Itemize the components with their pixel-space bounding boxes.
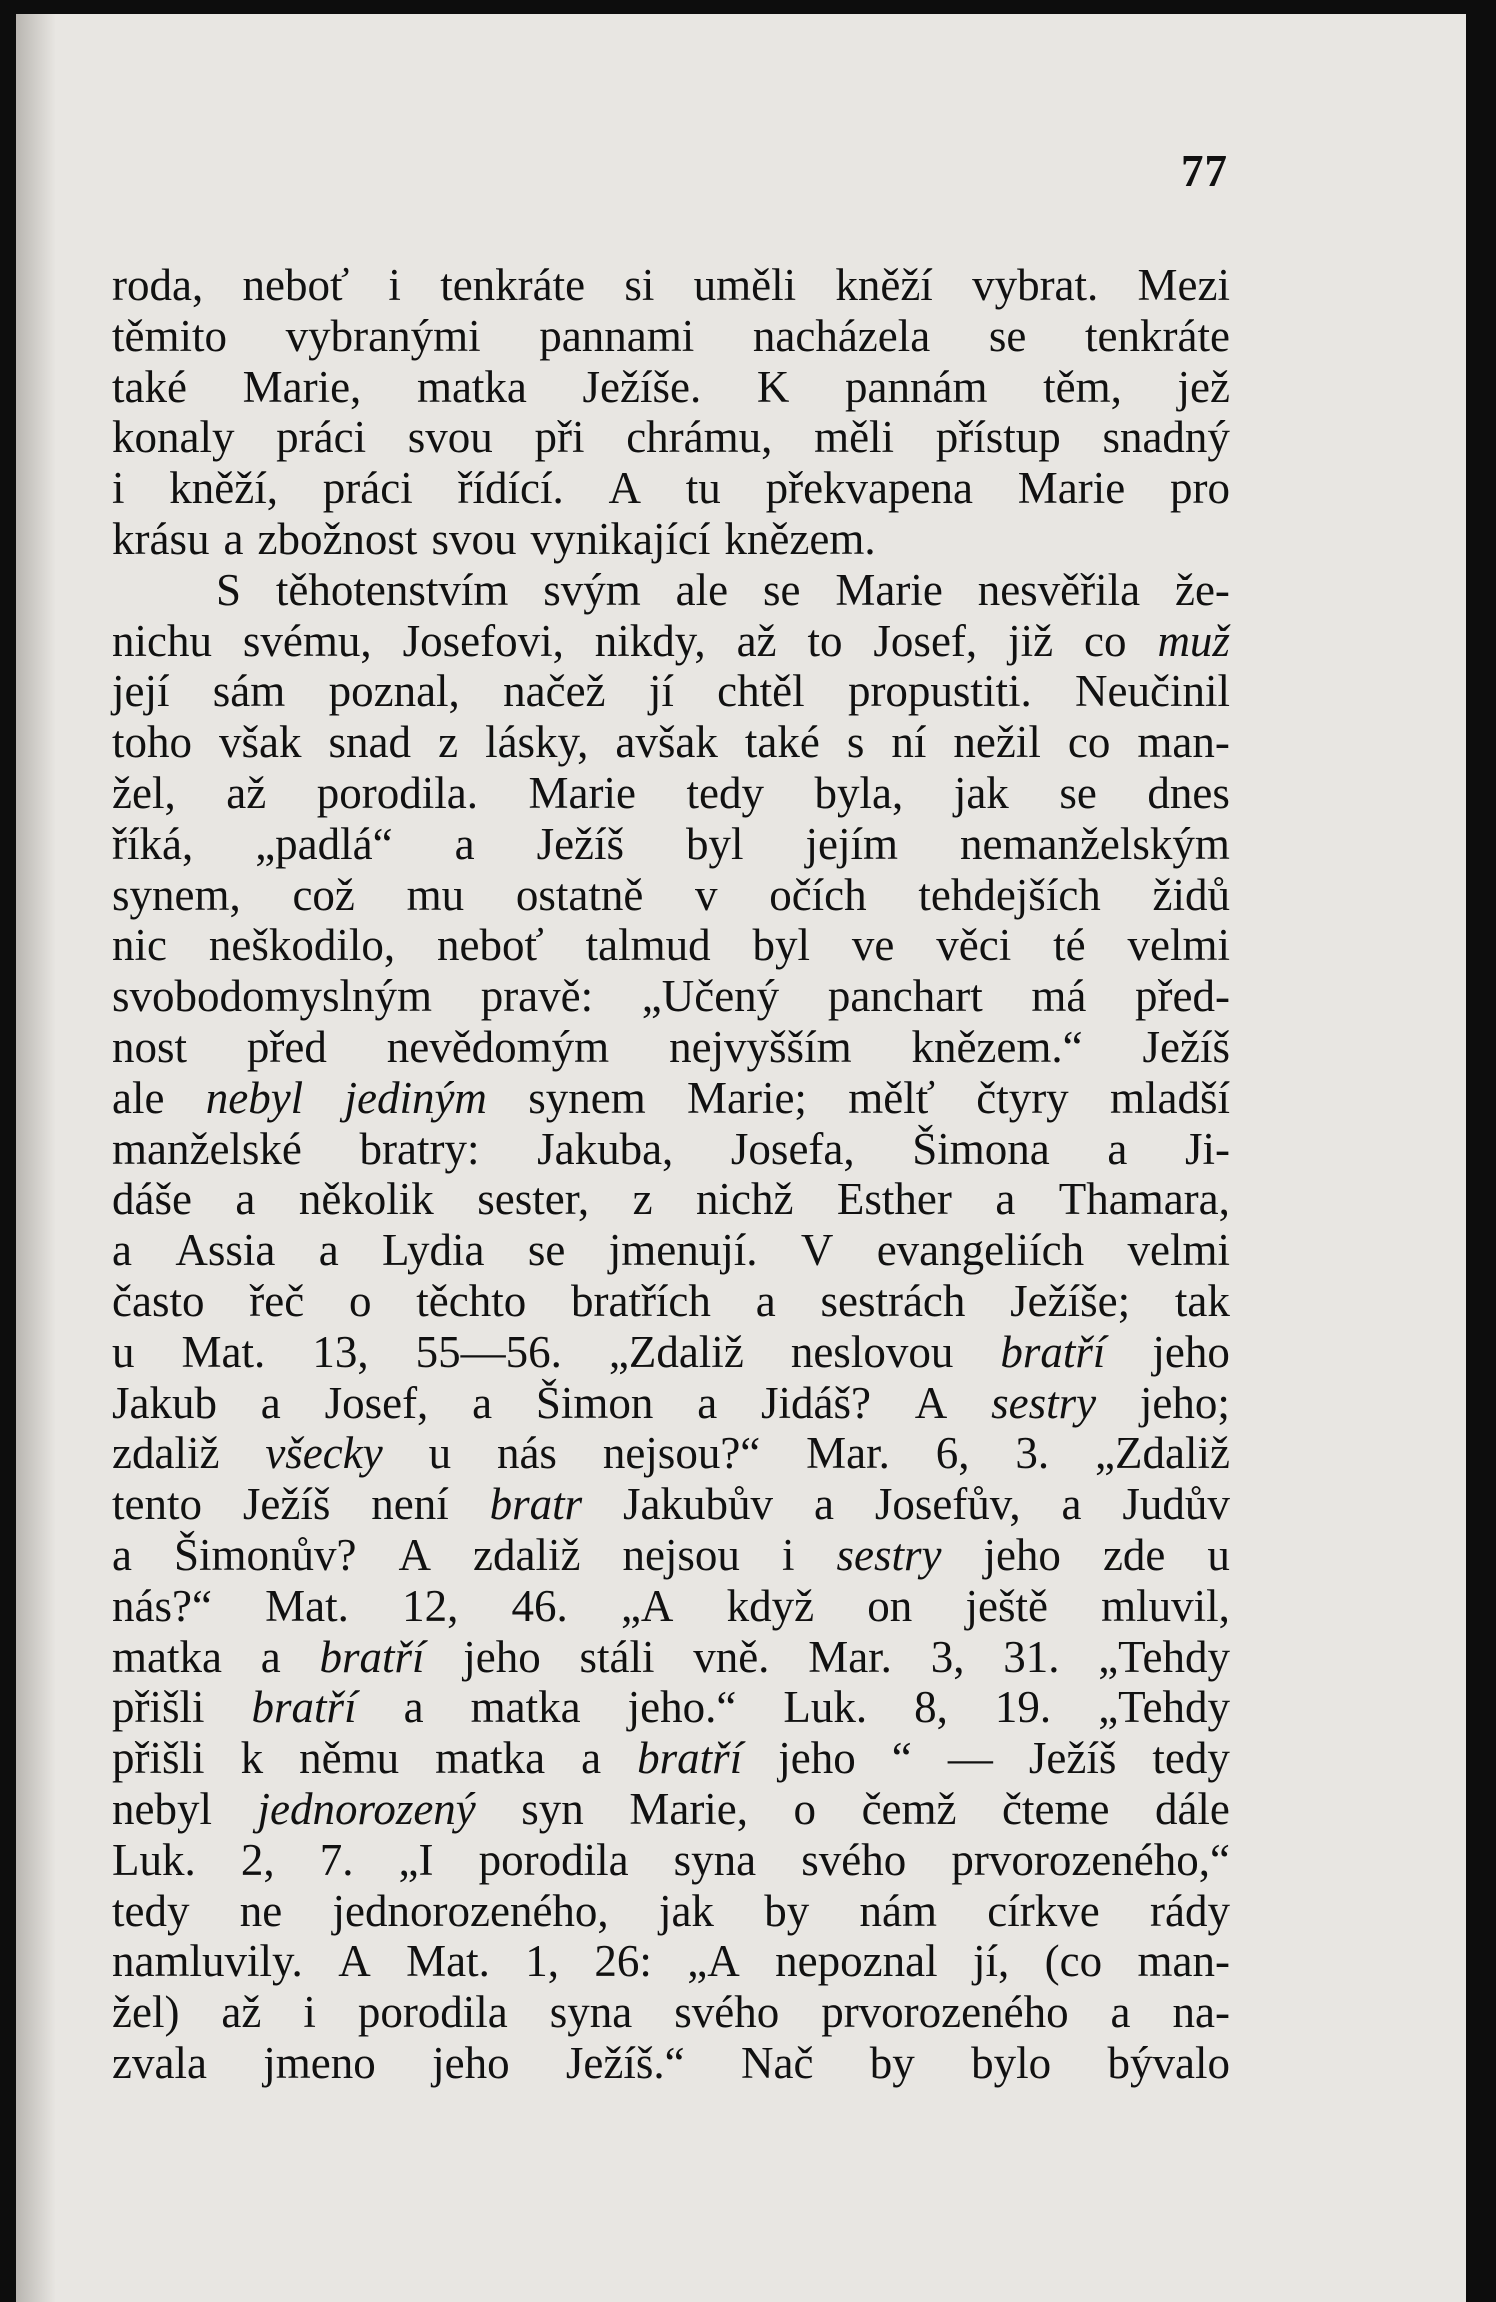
text-line: také Marie, matka Ježíše. K pannám těm, jež [112,361,1230,412]
text-line: zvala jmeno jeho Ježíš.“ Nač by bylo bývalo [112,2037,1230,2088]
text-line: ale nebyl jediným synem Marie; mělť čtyry mladší [112,1072,1230,1123]
text-line: nichu svému, Josefovi, nikdy, až to Josef, již co muž [112,615,1230,666]
text-line: S těhotenstvím svým ale se Marie nesvěřila že- [216,564,1230,615]
text-line: zdaliž všecky u nás nejsou?“ Mar. 6, 3. „Zdaliž [112,1428,1230,1479]
text-line: žel) až i porodila syna svého prvorozeného a na- [112,1987,1230,2038]
scan-border-left [0,0,16,2302]
text-line: manželské bratry: Jakuba, Josefa, Šimona a Ji- [112,1123,1230,1174]
scan-border-top [0,0,1496,14]
text-line: žel, až porodila. Marie tedy byla, jak se dnes [112,767,1230,818]
text-line: tento Ježíš není bratr Jakubův a Josefův, a Judův [112,1479,1230,1530]
scan-border-right [1466,0,1496,2302]
text-line: krásu a zbožnost svou vynikající knězem. [112,513,876,564]
page-body-text [112,260,1230,2089]
text-line: nost před nevědomým nejvyšším knězem.“ Ježíš [112,1021,1230,1072]
text-line: a Assia a Lydia se jmenují. V evangeliích velmi [112,1225,1230,1276]
text-line: konaly práci svou při chrámu, měli přístup snadný [112,412,1230,463]
text-line: synem, což mu ostatně v očích tehdejších židů [112,869,1230,920]
text-line: často řeč o těchto bratřích a sestrách Ježíše; tak [112,1275,1230,1326]
text-line: nic neškodilo, neboť talmud byl ve věci té velmi [112,920,1230,971]
text-line: přišli bratří a matka jeho.“ Luk. 8, 19. „Tehdy [112,1682,1230,1733]
text-line: a Šimonův? A zdaliž nejsou i sestry jeho zde u [112,1529,1230,1580]
text-line: namluvily. A Mat. 1, 26: „A nepoznal jí, (co man- [112,1936,1230,1987]
gutter-shadow [16,14,56,2302]
text-line: těmito vybranými pannami nacházela se tenkráte [112,310,1230,361]
text-line: u Mat. 13, 55—56. „Zdaliž neslovou bratří jeho [112,1326,1230,1377]
page-number: 77 [1181,146,1228,196]
text-line: přišli k němu matka a bratří jeho “ — Ježíš tedy [112,1733,1230,1784]
text-line: i kněží, práci řídící. A tu překvapena Marie pro [112,463,1230,514]
text-line: svobodomyslným pravě: „Učený panchart má před- [112,971,1230,1022]
text-line: dáše a několik sester, z nichž Esther a Thamara, [112,1174,1230,1225]
text-line: roda, neboť i tenkráte si uměli kněží vybrat. Mezi [112,260,1230,310]
text-line: Luk. 2, 7. „I porodila syna svého prvorozeného,“ [112,1834,1230,1885]
text-line: Jakub a Josef, a Šimon a Jidáš? A sestry jeho; [112,1377,1230,1428]
text-line: nebyl jednorozený syn Marie, o čemž čteme dále [112,1783,1230,1834]
text-line: tedy ne jednorozeného, jak by nám církve rády [112,1885,1230,1936]
text-line: říká, „padlá“ a Ježíš byl jejím nemanželským [112,818,1230,869]
text-line: nás?“ Mat. 12, 46. „A když on ještě mluvil, [112,1580,1230,1631]
text-line: matka a bratří jeho stáli vně. Mar. 3, 31. „Tehdy [112,1631,1230,1682]
text-line: toho však snad z lásky, avšak také s ní nežil co man- [112,717,1230,768]
text-line: její sám poznal, načež jí chtěl propustiti. Neučinil [112,666,1230,717]
